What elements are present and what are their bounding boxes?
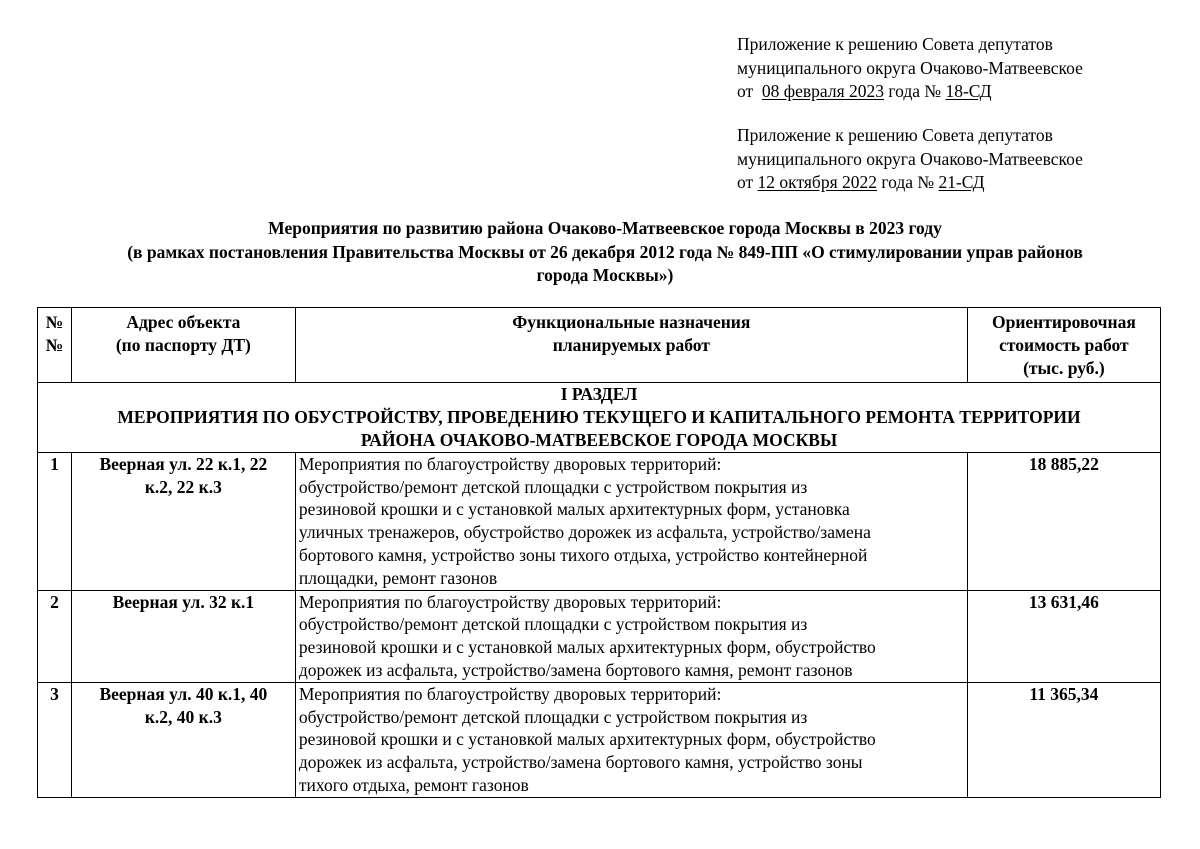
address-text: Веерная ул. 32 к.1: [112, 591, 255, 612]
header-number: [38, 308, 72, 383]
appendix-note-previous: [737, 124, 1177, 195]
header-functions: [295, 308, 967, 383]
description-line: тихого отдыха, ремонт газонов: [298, 774, 529, 795]
table-row: [38, 452, 1161, 590]
appendix-prefix: от: [737, 81, 762, 101]
decision-number: 18-СД: [945, 81, 992, 101]
description-line: площадки, ремонт газонов: [298, 567, 498, 588]
header-text: Функциональные назначения: [512, 312, 751, 332]
appendix-line: муниципального округа Очаково-Матвеевское: [737, 148, 1083, 169]
row-cost: 11 365,34: [967, 682, 1160, 797]
description-line: уличных тренажеров, обустройство дорожек из асфальта, устройство/замена: [298, 522, 871, 543]
table-row: [38, 682, 1161, 797]
title-line: (в рамках постановления Правительства Москвы от 26 декабря 2012 года № 849-ПП «О стимулировании управ районов: [127, 241, 1083, 262]
row-address: [71, 590, 295, 682]
header-text: №: [45, 312, 64, 332]
row-description: [295, 590, 967, 682]
works-table: [37, 307, 1161, 798]
title-line: Мероприятия по развитию района Очаково-Матвеевское города Москвы в 2023 году: [268, 218, 942, 238]
decision-date: 12 октября 2022: [757, 172, 877, 192]
row-address: [71, 682, 295, 797]
address-text: к.2, 22 к.3: [144, 476, 222, 497]
appendix-line: Приложение к решению Совета депутатов: [737, 34, 1053, 54]
appendix-line: Приложение к решению Совета депутатов: [737, 125, 1053, 145]
appendix-decision-line: [737, 171, 1177, 195]
appendix-middle: года №: [884, 81, 946, 101]
description-line: резиновой крошки и с установкой малых архитектурных форм, обустройство: [298, 637, 876, 658]
row-description: [295, 452, 967, 590]
section-text: I РАЗДЕЛ: [560, 384, 638, 405]
header-address: [71, 308, 295, 383]
description-line: Мероприятия по благоустройству дворовых территорий:: [298, 453, 722, 474]
title-line: города Москвы»): [536, 265, 674, 285]
table-header-row: [38, 308, 1161, 383]
decision-number: 21-СД: [938, 172, 985, 192]
header-cost: [967, 308, 1160, 383]
section-text: РАЙОНА ОЧАКОВО-МАТВЕЕВСКОЕ ГОРОДА МОСКВЫ: [360, 429, 838, 450]
appendix-note-current: [737, 33, 1177, 104]
description-line: резиновой крошки и с установкой малых архитектурных форм, установка: [298, 499, 850, 520]
description-line: бортового камня, устройство зоны тихого отдыха, устройство контейнерной: [298, 544, 868, 565]
description-line: обустройство/ремонт детской площадки с устройством покрытия из: [298, 476, 808, 497]
header-text: Адрес объекта: [126, 312, 241, 332]
address-text: к.2, 40 к.3: [144, 706, 222, 727]
appendix-line: муниципального округа Очаково-Матвеевское: [737, 57, 1083, 78]
address-text: Веерная ул. 40 к.1, 40: [99, 683, 268, 704]
header-text: (по паспорту ДТ): [115, 334, 251, 355]
row-description: [295, 682, 967, 797]
header-text: стоимость работ: [999, 334, 1129, 355]
appendix-decision-line: [737, 80, 1177, 104]
description-line: обустройство/ремонт детской площадки с устройством покрытия из: [298, 706, 808, 727]
description-line: дорожек из асфальта, устройство/замена бортового камня, устройство зоны: [298, 752, 863, 773]
row-address: [71, 452, 295, 590]
document-title: [30, 217, 1180, 288]
section-text: МЕРОПРИЯТИЯ ПО ОБУСТРОЙСТВУ, ПРОВЕДЕНИЮ ТЕКУЩЕГО И КАПИТАЛЬНОГО РЕМОНТА ТЕРРИТОРИИ: [117, 407, 1081, 428]
section-heading: [38, 383, 1161, 452]
row-cost: 13 631,46: [967, 590, 1160, 682]
row-number: 3: [38, 682, 72, 797]
appendix-middle: года №: [877, 172, 939, 192]
header-text: №: [45, 334, 64, 355]
appendix-prefix: от: [737, 172, 758, 192]
row-number: 1: [38, 452, 72, 590]
description-line: Мероприятия по благоустройству дворовых территорий:: [298, 683, 722, 704]
row-number: 2: [38, 590, 72, 682]
description-line: обустройство/ремонт детской площадки с устройством покрытия из: [298, 614, 808, 635]
description-line: дорожек из асфальта, устройство/замена бортового камня, ремонт газонов: [298, 659, 853, 680]
description-line: Мероприятия по благоустройству дворовых территорий:: [298, 591, 722, 612]
header-text: планируемых работ: [552, 334, 710, 355]
row-cost: 18 885,22: [967, 452, 1160, 590]
header-text: Ориентировочная: [991, 312, 1136, 332]
header-text: (тыс. руб.): [1023, 357, 1105, 378]
address-text: Веерная ул. 22 к.1, 22: [99, 453, 268, 474]
description-line: резиновой крошки и с установкой малых архитектурных форм, обустройство: [298, 729, 876, 750]
section-row: [38, 383, 1161, 452]
decision-date: 08 февраля 2023: [761, 81, 884, 101]
table-row: [38, 590, 1161, 682]
